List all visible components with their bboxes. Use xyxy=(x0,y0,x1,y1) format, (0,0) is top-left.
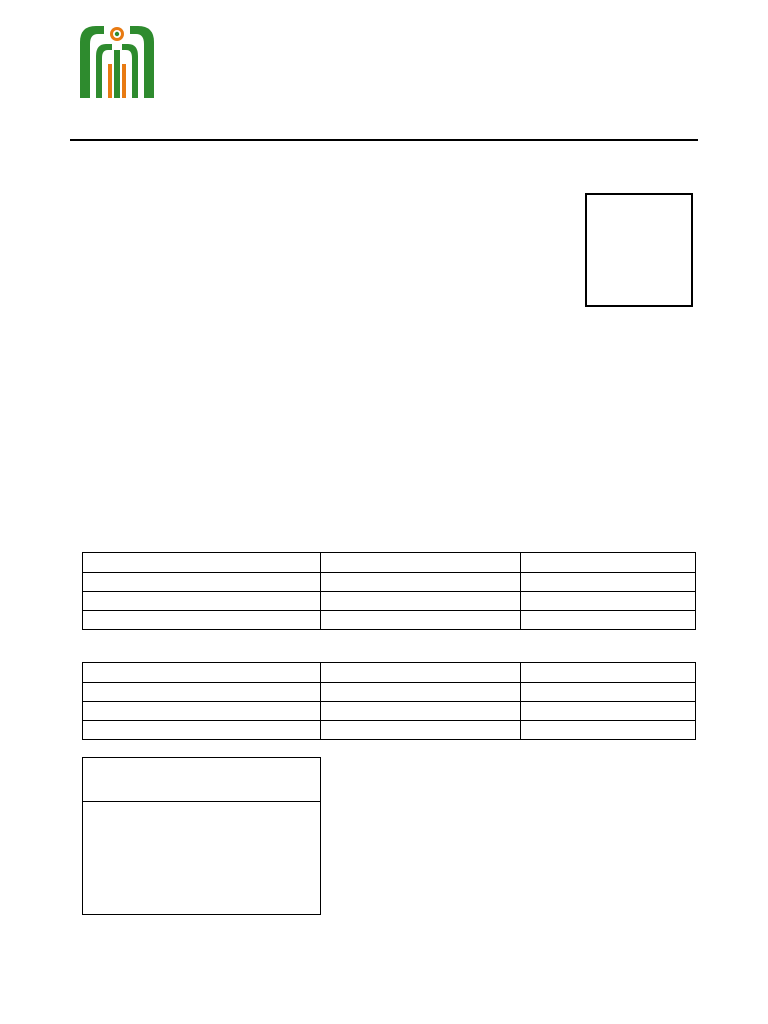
table-cell[interactable] xyxy=(83,611,321,630)
education-col-instansi xyxy=(83,553,321,573)
iain-logo xyxy=(72,20,162,120)
table-row xyxy=(83,611,696,630)
table-row xyxy=(83,721,696,740)
table-row xyxy=(83,573,696,592)
table-row xyxy=(83,683,696,702)
education-col-alamat xyxy=(321,553,521,573)
organization-header-row xyxy=(83,663,696,683)
education-table xyxy=(82,552,696,630)
table-cell[interactable] xyxy=(521,721,696,740)
table-cell[interactable] xyxy=(321,592,521,611)
table-cell[interactable] xyxy=(83,721,321,740)
table-cell[interactable] xyxy=(83,592,321,611)
table-cell[interactable] xyxy=(521,592,696,611)
table-cell[interactable] xyxy=(521,683,696,702)
table-cell[interactable] xyxy=(321,683,521,702)
table-cell[interactable] xyxy=(521,573,696,592)
table-cell[interactable] xyxy=(521,611,696,630)
organization-col-nama xyxy=(83,663,321,683)
table-cell[interactable] xyxy=(83,683,321,702)
table-row xyxy=(83,592,696,611)
table-cell[interactable] xyxy=(321,702,521,721)
education-header-row xyxy=(83,553,696,573)
table-cell[interactable] xyxy=(321,573,521,592)
table-cell[interactable] xyxy=(321,611,521,630)
table-cell[interactable] xyxy=(83,573,321,592)
table-row xyxy=(83,702,696,721)
health-box xyxy=(82,757,321,915)
photo-box xyxy=(585,193,693,307)
table-cell[interactable] xyxy=(321,721,521,740)
header-divider xyxy=(70,139,698,141)
education-col-tahun-lulus xyxy=(521,553,696,573)
organization-col-tahun xyxy=(521,663,696,683)
logo-emblem-icon xyxy=(72,20,162,100)
organization-col-alamat xyxy=(321,663,521,683)
table-cell[interactable] xyxy=(521,702,696,721)
organization-table xyxy=(82,662,696,740)
health-header xyxy=(83,758,320,802)
table-cell[interactable] xyxy=(83,702,321,721)
